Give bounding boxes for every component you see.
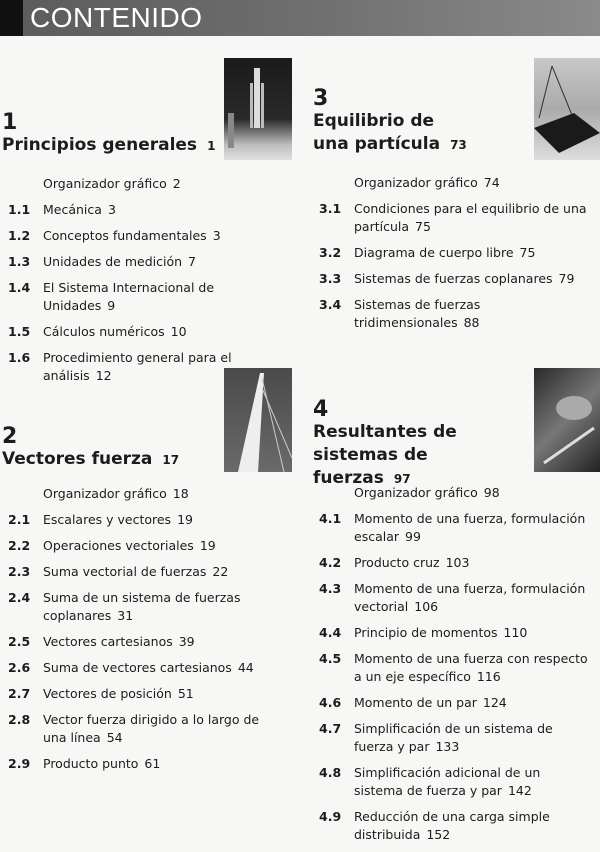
section-number: 2.2	[8, 538, 31, 553]
section-page: 39	[178, 634, 195, 649]
section-page: 75	[519, 245, 536, 260]
chapter-number: 4	[313, 397, 329, 422]
space-shuttle-launch-photo	[224, 58, 292, 160]
section-page: 116	[476, 669, 501, 684]
chapter-title: Equilibrio de una partícula	[313, 111, 441, 154]
chapter-number: 2	[2, 424, 18, 449]
section-number: 4.6	[319, 695, 342, 710]
section-number: 4.4	[319, 625, 342, 640]
toc-entry[interactable]	[319, 200, 589, 236]
section-page: 88	[463, 315, 480, 330]
section-title: Producto punto	[43, 756, 139, 771]
toc-entry[interactable]	[319, 694, 589, 712]
section-page: 54	[106, 730, 123, 745]
page-title: CONTENIDO	[30, 2, 203, 33]
toc-entry[interactable]	[319, 174, 589, 192]
section-title: Operaciones vectoriales	[43, 538, 194, 553]
section-page: 110	[503, 625, 528, 640]
section-number: 4.5	[319, 651, 342, 666]
toc-entry[interactable]	[319, 296, 589, 332]
section-title: Momento de una fuerza, formulación vectorial	[354, 581, 586, 614]
section-title: Unidades de medición	[43, 254, 183, 269]
chapter-2-heading	[2, 426, 179, 472]
chapter-1-contents	[8, 175, 278, 393]
section-title: Vectores de posición	[43, 686, 172, 701]
chapter-title: Vectores fuerza	[2, 449, 153, 469]
section-title: Condiciones para el equilibrio de una partícula	[354, 201, 587, 234]
section-title: Organizador gráfico	[354, 485, 478, 500]
toc-entry[interactable]	[8, 175, 278, 193]
toc-entry[interactable]	[8, 537, 278, 555]
section-number: 2.3	[8, 564, 31, 579]
section-number: 2.4	[8, 590, 31, 605]
section-page: 133	[435, 739, 460, 754]
section-page: 79	[558, 271, 575, 286]
section-page: 10	[170, 324, 187, 339]
section-number: 2.7	[8, 686, 31, 701]
section-number: 2.5	[8, 634, 31, 649]
chapter-number: 3	[313, 86, 329, 111]
section-page: 103	[445, 555, 470, 570]
section-page: 61	[144, 756, 161, 771]
toc-entry[interactable]	[319, 580, 589, 616]
toc-entry[interactable]	[8, 755, 278, 773]
section-title: Organizador gráfico	[43, 176, 167, 191]
section-title: El Sistema Internacional de Unidades	[43, 280, 215, 313]
section-title: Conceptos fundamentales	[43, 228, 207, 243]
chapter-page: 1	[207, 139, 216, 153]
section-page: 7	[188, 254, 196, 269]
section-number: 4.9	[319, 809, 342, 824]
section-title: Simplificación adicional de un sistema de fuerza y par	[354, 765, 541, 798]
toc-entry[interactable]	[8, 685, 278, 703]
section-title: Reducción de una carga simple distribuida	[354, 809, 550, 842]
section-page: 99	[405, 529, 421, 544]
toc-entry[interactable]	[319, 270, 589, 288]
chapter-3-heading	[313, 88, 473, 157]
section-page: 18	[172, 486, 189, 501]
section-title: Procedimiento general para el análisis	[43, 350, 232, 383]
section-number: 4.7	[319, 721, 342, 736]
chapter-2-contents	[8, 485, 278, 781]
toc-entry[interactable]	[319, 764, 589, 800]
page-header	[0, 0, 600, 36]
section-title: Escalares y vectores	[43, 512, 172, 527]
section-title: Suma de un sistema de fuerzas coplanares	[43, 590, 241, 623]
section-title: Momento de una fuerza con respecto a un eje específico	[354, 651, 588, 684]
toc-entry[interactable]	[8, 511, 278, 529]
section-page: 44	[237, 660, 254, 675]
section-number: 1.3	[8, 254, 31, 269]
section-page: 142	[507, 783, 532, 798]
section-number: 3.3	[319, 271, 342, 286]
toc-entry[interactable]	[319, 554, 589, 572]
section-title: Mecánica	[43, 202, 102, 217]
toc-entry[interactable]	[8, 323, 278, 341]
section-page: 12	[95, 368, 112, 383]
section-number	[319, 174, 354, 192]
section-number: 2.9	[8, 756, 31, 771]
chapter-title: Resultantes de sistemas de fuerzas	[313, 422, 457, 488]
section-number	[8, 485, 43, 503]
chapter-1-heading	[2, 112, 215, 158]
toc-entry[interactable]	[8, 711, 278, 747]
section-number	[8, 175, 43, 193]
section-page: 51	[177, 686, 194, 701]
section-number: 3.4	[319, 297, 342, 312]
toc-entry[interactable]	[319, 650, 589, 686]
section-title: Organizador gráfico	[43, 486, 167, 501]
chapter-4-contents	[319, 484, 589, 852]
section-number: 2.6	[8, 660, 31, 675]
section-page: 98	[483, 485, 500, 500]
section-page: 19	[199, 538, 216, 553]
toc-entry[interactable]	[8, 227, 278, 245]
section-title: Suma vectorial de fuerzas	[43, 564, 207, 579]
section-title: Vector fuerza dirigido a lo largo de una línea	[43, 712, 260, 745]
section-title: Principio de momentos	[354, 625, 498, 640]
section-page: 19	[177, 512, 193, 527]
chapter-page: 73	[450, 138, 467, 152]
section-page: 152	[426, 827, 451, 842]
section-title: Sistemas de fuerzas tridimensionales	[354, 297, 481, 330]
chapter-title: Principios generales	[2, 135, 198, 155]
toc-entry[interactable]	[319, 484, 589, 502]
section-title: Producto cruz	[354, 555, 440, 570]
toc-entry[interactable]	[8, 659, 278, 677]
toc-entry[interactable]	[8, 589, 278, 625]
section-number: 1.5	[8, 324, 31, 339]
toc-entry[interactable]	[8, 253, 278, 271]
section-number: 4.2	[319, 555, 342, 570]
section-page: 75	[415, 219, 431, 234]
section-number: 3.2	[319, 245, 342, 260]
section-number: 3.1	[319, 201, 342, 216]
section-number: 1.4	[8, 280, 31, 295]
chapter-page: 17	[162, 453, 180, 467]
toc-entry[interactable]	[319, 510, 589, 546]
section-page: 124	[482, 695, 507, 710]
toc-entry[interactable]	[319, 720, 589, 756]
toc-entry[interactable]	[8, 201, 278, 219]
chapter-4-heading	[313, 399, 528, 491]
section-number: 4.1	[319, 511, 342, 526]
section-number: 1.2	[8, 228, 31, 243]
section-page: 2	[172, 176, 181, 191]
section-number	[319, 484, 354, 502]
section-page: 3	[212, 228, 221, 243]
chapter-page: 97	[393, 472, 411, 486]
section-title: Simplificación de un sistema de fuerza y par	[354, 721, 553, 754]
section-page: 106	[414, 599, 439, 614]
section-number: 1.1	[8, 202, 31, 217]
toc-entry[interactable]	[319, 624, 589, 642]
section-number: 1.6	[8, 350, 31, 365]
section-page: 22	[212, 564, 229, 579]
section-title: Vectores cartesianos	[43, 634, 173, 649]
section-page: 31	[117, 608, 134, 623]
section-number: 2.8	[8, 712, 31, 727]
wrench-hands-photo	[534, 368, 600, 472]
toc-entry[interactable]	[8, 279, 278, 315]
section-number: 4.3	[319, 581, 342, 596]
toc-entry[interactable]	[8, 563, 278, 581]
section-title: Organizador gráfico	[354, 175, 478, 190]
section-title: Cálculos numéricos	[43, 324, 165, 339]
toc-entry[interactable]	[8, 633, 278, 651]
toc-entry[interactable]	[319, 244, 589, 262]
section-page: 74	[483, 175, 500, 190]
toc-entry[interactable]	[319, 808, 589, 844]
section-page: 3	[107, 202, 116, 217]
chapter-number: 1	[2, 110, 18, 135]
crane-lifting-load-photo	[534, 58, 600, 160]
chapter-3-contents	[319, 174, 589, 340]
section-title: Suma de vectores cartesianos	[43, 660, 232, 675]
section-page: 9	[107, 298, 116, 313]
section-number: 4.8	[319, 765, 342, 780]
toc-entry[interactable]	[8, 349, 278, 385]
section-number: 2.1	[8, 512, 31, 527]
section-title: Diagrama de cuerpo libre	[354, 245, 514, 260]
toc-entry[interactable]	[8, 485, 278, 503]
section-title: Momento de una fuerza, formulación escalar	[354, 511, 586, 544]
section-title: Sistemas de fuerzas coplanares	[354, 271, 553, 286]
section-title: Momento de un par	[354, 695, 477, 710]
header-black-block	[0, 0, 23, 36]
